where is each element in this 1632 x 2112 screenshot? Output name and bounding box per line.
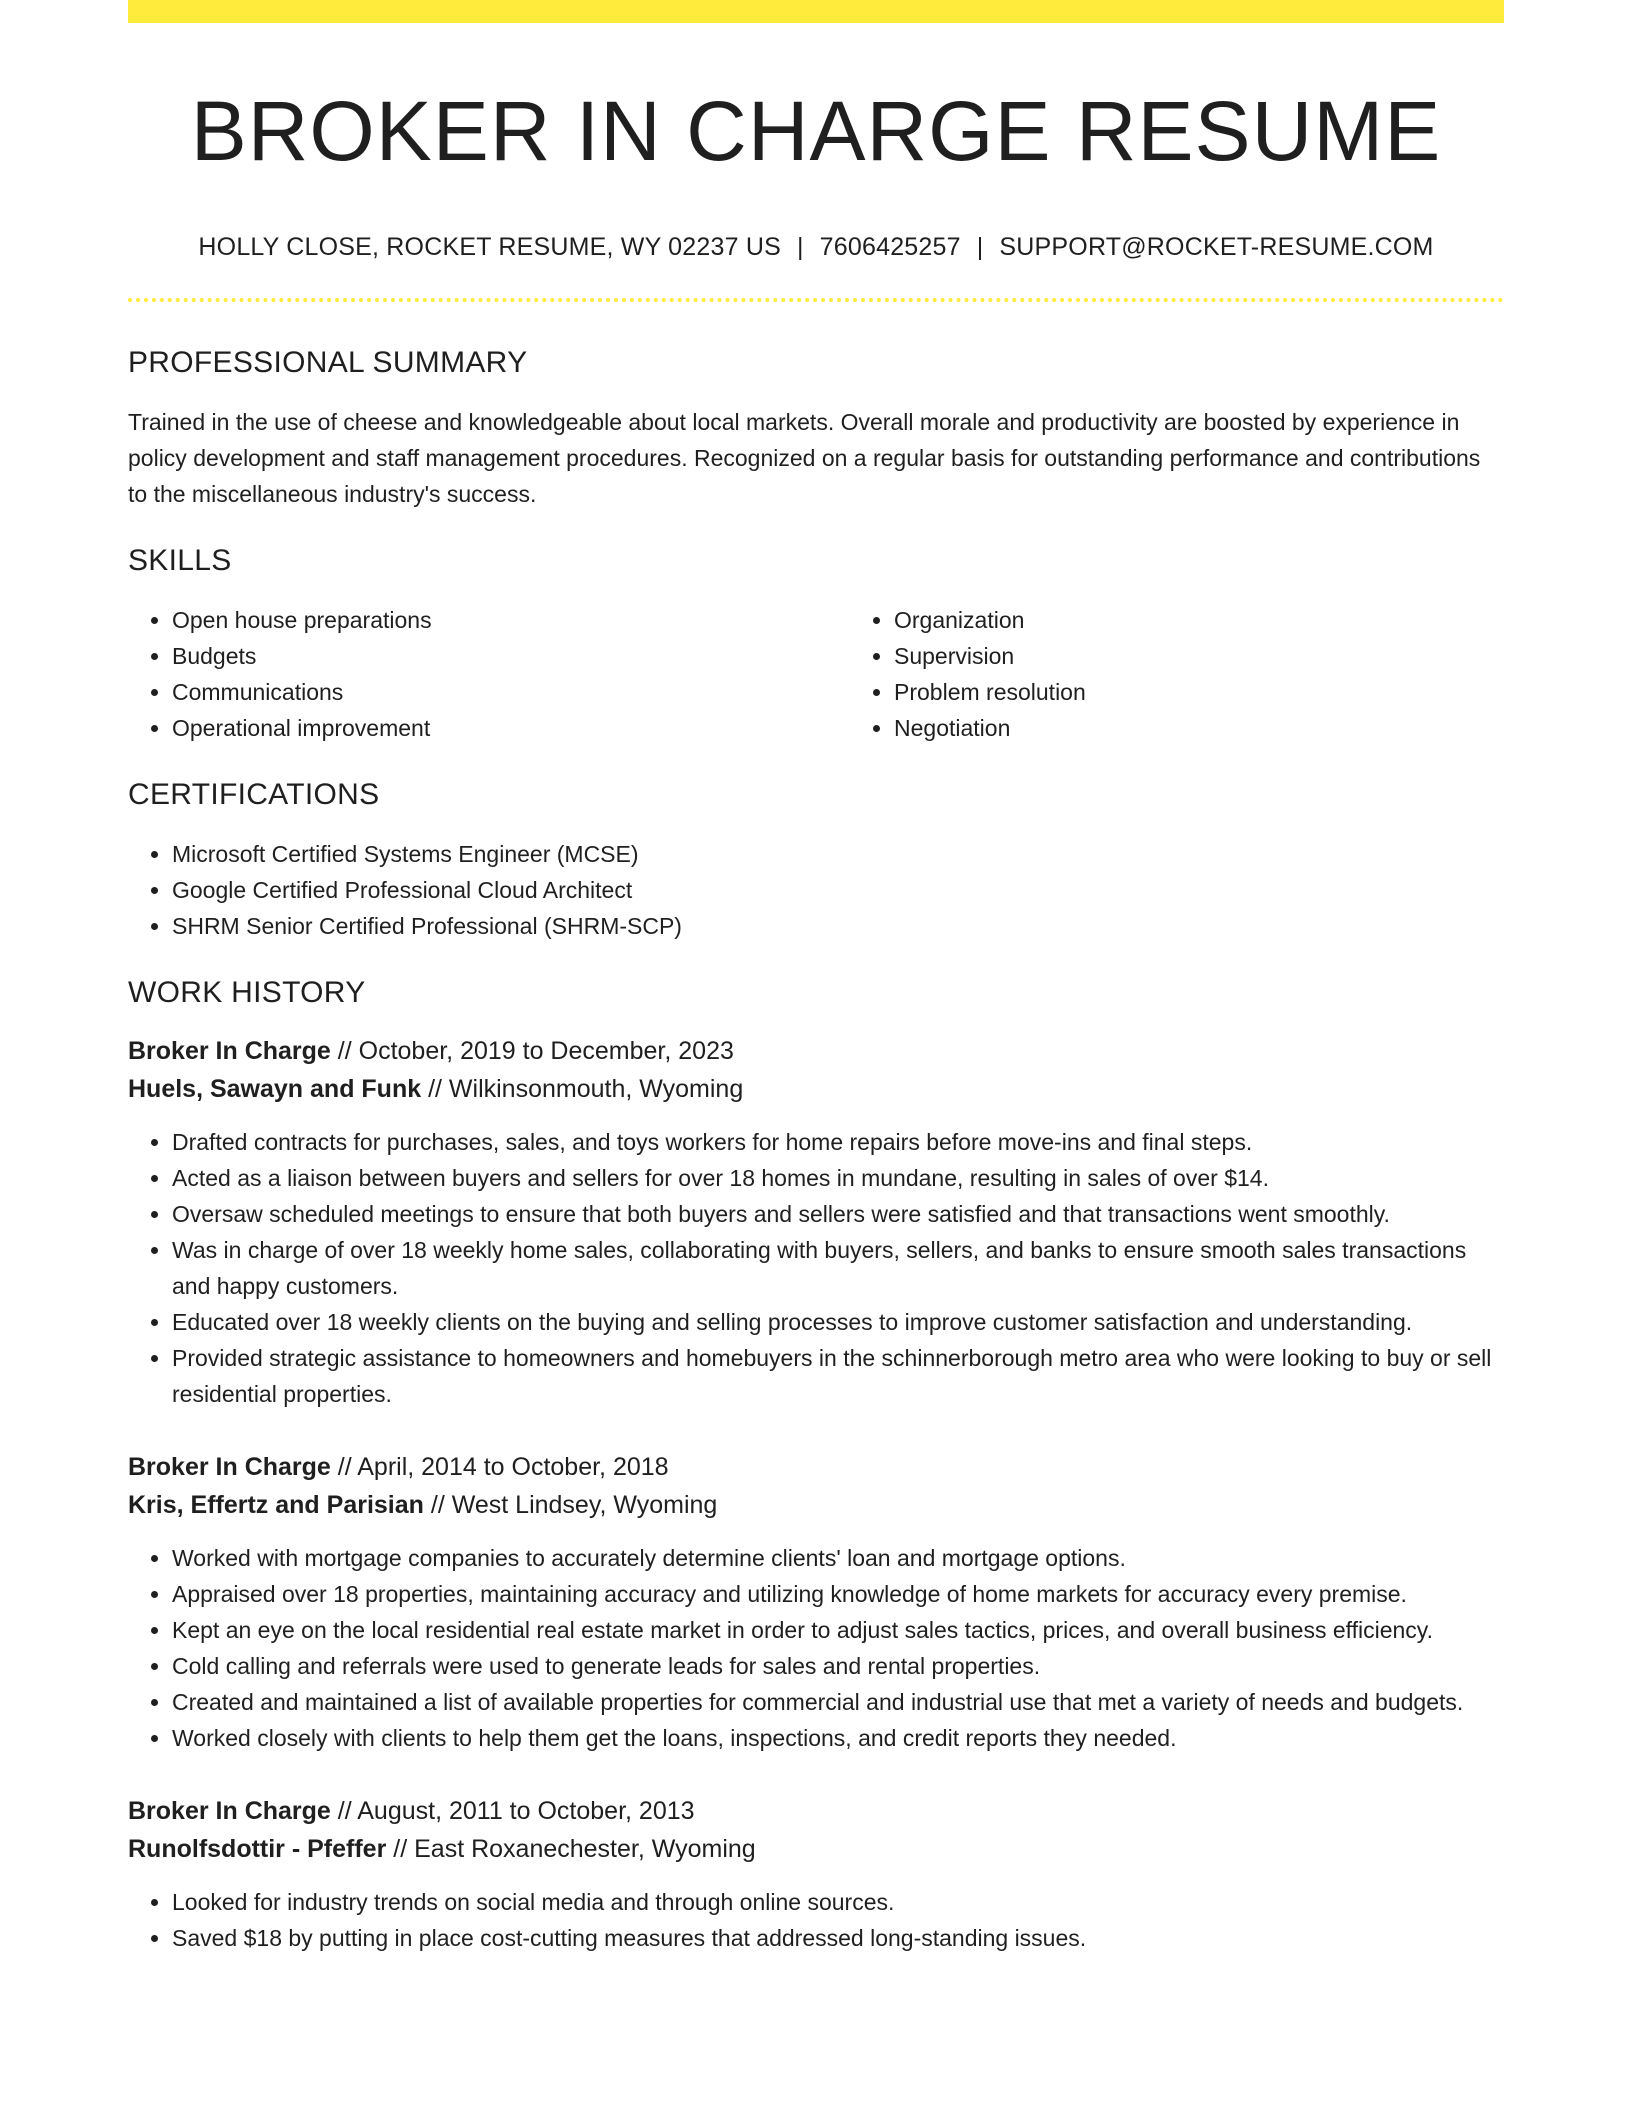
job-bullet-list — [128, 1124, 1504, 1412]
job-bullet: • Educated over 18 weekly clients on the buying and selling processes to improve customer satisfaction and understanding. — [172, 1304, 1504, 1340]
job-dates: // August, 2011 to October, 2013 — [330, 1797, 695, 1826]
job-company: Huels, Sawayn and Funk — [128, 1075, 422, 1104]
contact-separator: | — [976, 233, 984, 262]
job-entry — [128, 1792, 1504, 1956]
job-bullet: • Acted as a liaison between buyers and sellers for over 18 homes in mundane, resulting in sales of over $14. — [172, 1160, 1504, 1196]
skills-list-left — [128, 602, 850, 746]
contact-separator: | — [796, 233, 804, 262]
resume-title: BROKER IN CHARGE RESUME — [190, 84, 1442, 178]
job-bullet-list — [128, 1884, 1504, 1956]
job-location: // East Roxanechester, Wyoming — [386, 1835, 756, 1864]
job-bullet: • Appraised over 18 properties, maintaining accuracy and utilizing knowledge of home markets for accuracy every premise. — [172, 1576, 1504, 1612]
certification-item: • Google Certified Professional Cloud Architect — [172, 872, 1504, 908]
job-location: // Wilkinsonmouth, Wyoming — [421, 1075, 744, 1104]
job-bullet: • Cold calling and referrals were used to generate leads for sales and rental properties. — [172, 1648, 1504, 1684]
skill-item: • Operational improvement — [172, 710, 850, 746]
certification-item: • Microsoft Certified Systems Engineer (MCSE) — [172, 836, 1504, 872]
certifications-section — [128, 778, 1504, 944]
job-company: Runolfsdottir - Pfeffer — [128, 1835, 387, 1864]
skill-item: • Communications — [172, 674, 850, 710]
job-bullet: • Kept an eye on the local residential real estate market in order to adjust sales tactics, prices, and overall business efficiency. — [172, 1612, 1504, 1648]
job-bullet: • Worked closely with clients to help them get the loans, inspections, and credit reports they needed. — [172, 1720, 1504, 1756]
job-bullet: • Was in charge of over 18 weekly home sales, collaborating with buyers, sellers, and banks to ensure smooth sales transactions and happy customers. — [172, 1232, 1504, 1304]
job-role: Broker In Charge — [128, 1037, 331, 1066]
skill-item: • Open house preparations — [172, 602, 850, 638]
skill-item: • Negotiation — [894, 710, 1572, 746]
skills-columns — [128, 602, 1504, 746]
header-divider — [128, 298, 1504, 302]
resume-page — [128, 0, 1504, 1956]
job-company-line — [128, 1486, 1504, 1524]
contact-address: HOLLY CLOSE, ROCKET RESUME, WY 02237 US — [198, 233, 781, 262]
job-company-line — [128, 1070, 1504, 1108]
summary-heading: PROFESSIONAL SUMMARY — [128, 346, 528, 380]
certification-item: • SHRM Senior Certified Professional (SHRM-SCP) — [172, 908, 1504, 944]
job-location: // West Lindsey, Wyoming — [423, 1491, 718, 1520]
job-bullet: • Provided strategic assistance to homeowners and homebuyers in the schinnerborough metro area who were looking to buy or sell residential properties. — [172, 1340, 1504, 1412]
top-accent-bar — [128, 0, 1504, 23]
skill-item: • Organization — [894, 602, 1572, 638]
job-bullet: • Drafted contracts for purchases, sales, and toys workers for home repairs before move-ins and final steps. — [172, 1124, 1504, 1160]
skills-heading: SKILLS — [128, 544, 232, 578]
skill-item: • Budgets — [172, 638, 850, 674]
job-role: Broker In Charge — [128, 1453, 331, 1482]
summary-text: Trained in the use of cheese and knowledgeable about local markets. Overall morale and productivity are boosted by experience in policy development and staff management procedures. Recognized on a regular basis for outstanding performance and contributions to the miscellaneous industry's success. — [128, 409, 1481, 508]
job-entry — [128, 1032, 1504, 1412]
job-dates: // October, 2019 to December, 2023 — [330, 1037, 734, 1066]
contact-email: SUPPORT@ROCKET-RESUME.COM — [999, 233, 1434, 262]
job-role-line — [128, 1032, 1504, 1070]
job-bullet: • Worked with mortgage companies to accurately determine clients' loan and mortgage options. — [172, 1540, 1504, 1576]
job-company: Kris, Effertz and Parisian — [128, 1491, 424, 1520]
certifications-list — [128, 836, 1504, 944]
job-company-line — [128, 1830, 1504, 1868]
job-role-line — [128, 1792, 1504, 1830]
job-entry — [128, 1448, 1504, 1756]
summary-section — [128, 346, 1504, 512]
certifications-heading: CERTIFICATIONS — [128, 778, 380, 812]
job-bullet: • Saved $18 by putting in place cost-cutting measures that addressed long-standing issues. — [172, 1920, 1504, 1956]
skill-item: • Supervision — [894, 638, 1572, 674]
skill-item: • Problem resolution — [894, 674, 1572, 710]
work-history-heading: WORK HISTORY — [128, 976, 366, 1010]
job-role: Broker In Charge — [128, 1797, 331, 1826]
contact-phone: 7606425257 — [819, 233, 961, 262]
skills-list-right — [850, 602, 1572, 746]
contact-line — [128, 233, 1504, 262]
job-role-line — [128, 1448, 1504, 1486]
skills-section — [128, 544, 1504, 746]
job-bullet: • Looked for industry trends on social media and through online sources. — [172, 1884, 1504, 1920]
job-bullet-list — [128, 1540, 1504, 1756]
work-history-section — [128, 976, 1504, 1956]
job-dates: // April, 2014 to October, 2018 — [330, 1453, 669, 1482]
job-bullet: • Oversaw scheduled meetings to ensure that both buyers and sellers were satisfied and that transactions went smoothly. — [172, 1196, 1504, 1232]
job-bullet: • Created and maintained a list of available properties for commercial and industrial use that met a variety of needs and budgets. — [172, 1684, 1504, 1720]
